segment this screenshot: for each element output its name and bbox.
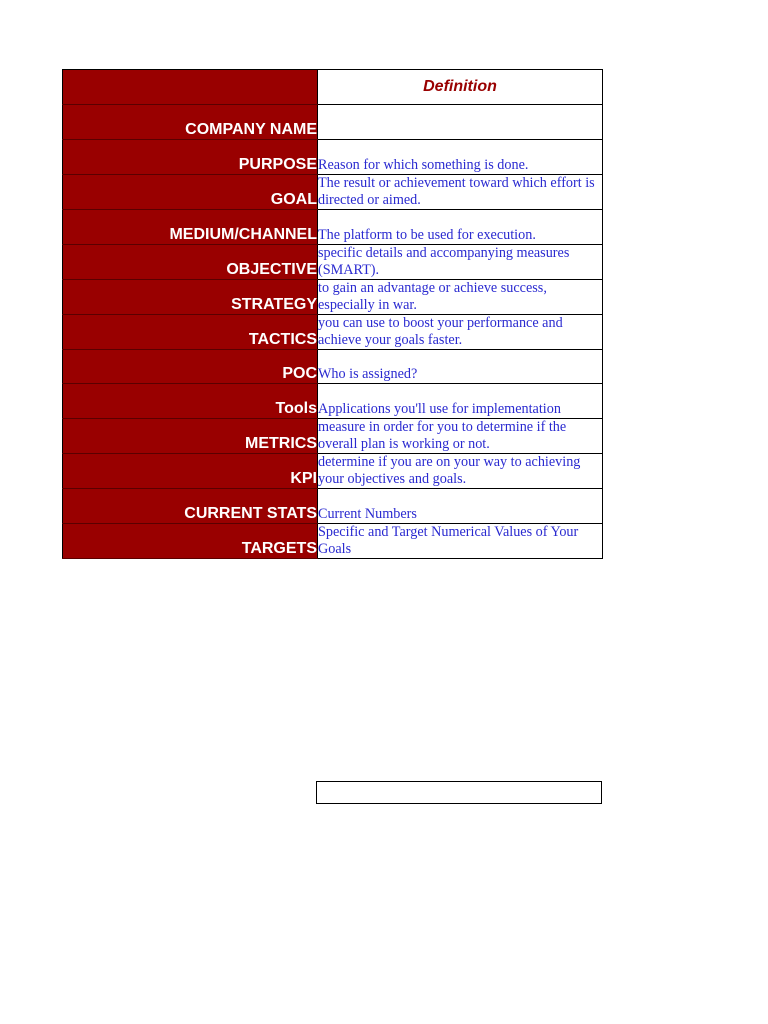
row-definition: Current Numbers (318, 489, 603, 524)
row-definition: specific details and accompanying measures (SMART). (318, 244, 603, 279)
row-definition: Applications you'll use for implementation (318, 384, 603, 419)
table-row (63, 314, 603, 349)
table-row (63, 489, 603, 524)
table-row (63, 349, 603, 384)
table-row (63, 419, 603, 454)
row-definition: Specific and Target Numerical Values of Your Goals (318, 524, 603, 559)
table-row (63, 244, 603, 279)
row-definition: you can use to boost your performance and achieve your goals faster. (318, 314, 603, 349)
table-row (63, 454, 603, 489)
table-row (63, 209, 603, 244)
row-label: OBJECTIVE (63, 244, 318, 279)
header-label-cell (63, 70, 318, 105)
row-label: TACTICS (63, 314, 318, 349)
table-row (63, 174, 603, 209)
table-row (63, 104, 603, 139)
row-definition: Reason for which something is done. (318, 139, 603, 174)
definitions-table (62, 69, 603, 559)
row-definition: determine if you are on your way to achieving your objectives and goals. (318, 454, 603, 489)
row-label: MEDIUM/CHANNEL (63, 209, 318, 244)
table-header-row (63, 70, 603, 105)
row-definition: Who is assigned? (318, 349, 603, 384)
row-label: PURPOSE (63, 139, 318, 174)
row-label: STRATEGY (63, 279, 318, 314)
table-row (63, 384, 603, 419)
row-label: POC (63, 349, 318, 384)
row-label: METRICS (63, 419, 318, 454)
row-definition: to gain an advantage or achieve success, especially in war. (318, 279, 603, 314)
row-definition: The platform to be used for execution. (318, 209, 603, 244)
row-label: GOAL (63, 174, 318, 209)
definitions-table-body (63, 70, 603, 559)
table-row (63, 524, 603, 559)
row-label: Tools (63, 384, 318, 419)
empty-cell-box (316, 781, 602, 804)
row-definition: measure in order for you to determine if the overall plan is working or not. (318, 419, 603, 454)
row-definition: The result or achievement toward which effort is directed or aimed. (318, 174, 603, 209)
row-label: COMPANY NAME (63, 104, 318, 139)
table-row (63, 139, 603, 174)
row-label: KPI (63, 454, 318, 489)
row-definition (318, 104, 603, 139)
table-row (63, 279, 603, 314)
row-label: TARGETS (63, 524, 318, 559)
definition-column-header: Definition (318, 70, 603, 105)
row-label: CURRENT STATS (63, 489, 318, 524)
